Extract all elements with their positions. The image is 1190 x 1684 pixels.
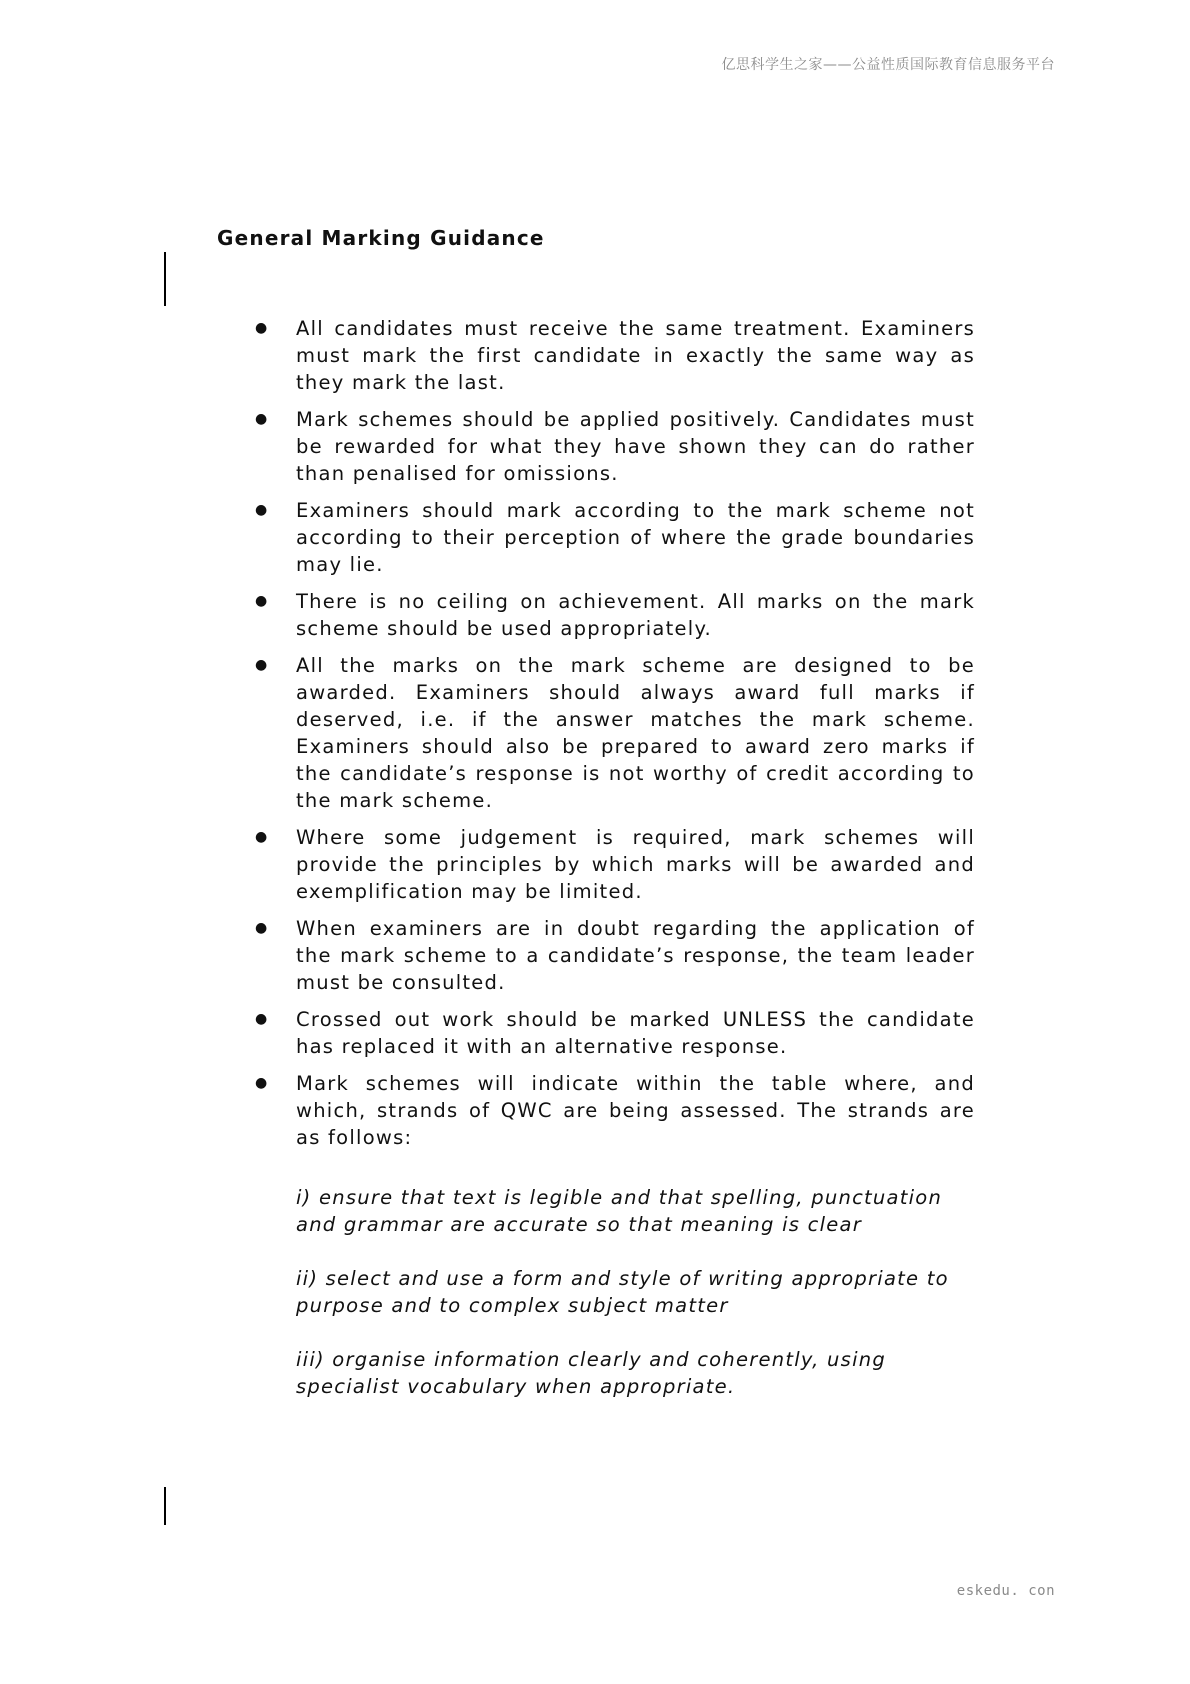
list-item bbox=[255, 588, 975, 642]
list-item bbox=[255, 406, 975, 487]
list-item-text: All the marks on the mark scheme are designed to be awarded. Examiners should always award full marks if deserved, i.e. if the answer matches the mark scheme. Examiners should also be prepared to award zero marks if the candidate’s response is not worthy of credit according to the mark scheme. bbox=[296, 654, 975, 812]
list-item bbox=[255, 497, 975, 578]
revision-bar-top bbox=[164, 252, 166, 306]
bullet-icon: ● bbox=[255, 593, 269, 609]
guidance-list bbox=[255, 315, 975, 1161]
bullet-icon: ● bbox=[255, 320, 269, 336]
bullet-icon: ● bbox=[255, 829, 269, 845]
bullet-icon: ● bbox=[255, 1011, 269, 1027]
list-item bbox=[255, 1070, 975, 1151]
page-title: General Marking Guidance bbox=[217, 226, 545, 250]
strand-item: iii) organise information clearly and coherently, using specialist vocabulary when appropriate. bbox=[296, 1348, 886, 1398]
header-site-line: 亿思科学生之家——公益性质国际教育信息服务平台 bbox=[721, 57, 1055, 73]
list-item-text: Crossed out work should be marked UNLESS the candidate has replaced it with an alternative response. bbox=[296, 1008, 975, 1058]
list-item bbox=[255, 315, 975, 396]
list-item bbox=[255, 1006, 975, 1060]
list-item-text: Examiners should mark according to the mark scheme not according to their perception of where the grade boundaries may lie. bbox=[296, 499, 975, 576]
revision-bar-bottom bbox=[164, 1487, 166, 1525]
list-item-text: Where some judgement is required, mark schemes will provide the principles by which marks will be awarded and exemplification may be limited. bbox=[296, 826, 975, 903]
qwc-strands bbox=[296, 1184, 986, 1427]
bullet-icon: ● bbox=[255, 502, 269, 518]
list-item bbox=[255, 915, 975, 996]
list-item-text: Mark schemes should be applied positively. Candidates must be rewarded for what they have shown they can do rather than penalised for omissions. bbox=[296, 408, 975, 485]
bullet-icon: ● bbox=[255, 1075, 269, 1091]
strand-item: i) ensure that text is legible and that spelling, punctuation and grammar are accurate so that meaning is clear bbox=[296, 1186, 943, 1236]
list-item bbox=[255, 652, 975, 814]
list-item-text: There is no ceiling on achievement. All marks on the mark scheme should be used appropriately. bbox=[296, 590, 975, 640]
list-item-text: When examiners are in doubt regarding the application of the mark scheme to a candidate’s response, the team leader must be consulted. bbox=[296, 917, 975, 994]
footer-site: eskedu. con bbox=[956, 1583, 1055, 1599]
bullet-icon: ● bbox=[255, 657, 269, 673]
strand-item: ii) select and use a form and style of writing appropriate to purpose and to complex subject matter bbox=[296, 1267, 949, 1317]
list-item-text: All candidates must receive the same treatment. Examiners must mark the first candidate in exactly the same way as they mark the last. bbox=[296, 317, 975, 394]
bullet-icon: ● bbox=[255, 920, 269, 936]
list-item-text: Mark schemes will indicate within the table where, and which, strands of QWC are being assessed. The strands are as follows: bbox=[296, 1072, 975, 1149]
bullet-icon: ● bbox=[255, 411, 269, 427]
list-item bbox=[255, 824, 975, 905]
